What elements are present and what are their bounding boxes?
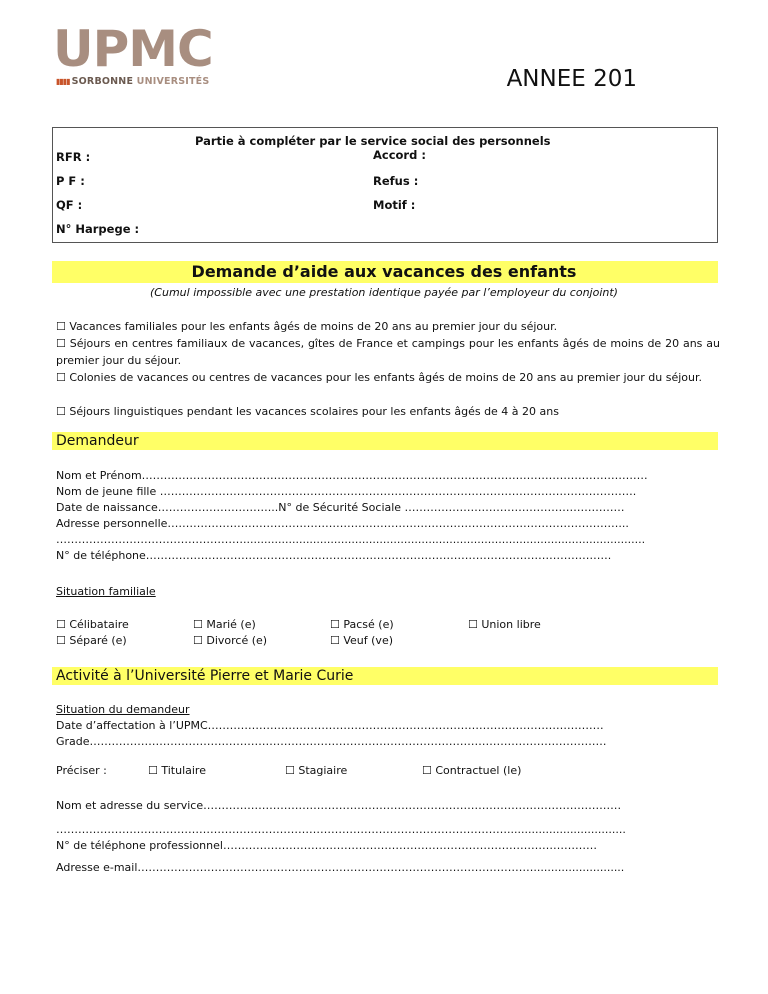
checkbox-union-libre[interactable]: ☐ Union libre — [468, 618, 541, 631]
checkbox-veuf[interactable]: ☐ Veuf (ve) — [330, 634, 393, 647]
service-box-title: Partie à compléter par le service social des personnels — [195, 134, 551, 148]
service-line2-field[interactable]: …………………………………………………………………………………………………………….................................. — [56, 823, 626, 836]
naissance-secu-field[interactable]: Date de naissance…………………………...N° de Sécurité Sociale …………………………………………………… — [56, 501, 625, 514]
checkbox-marie[interactable]: ☐ Marié (e) — [193, 618, 256, 631]
adresse-field[interactable]: Adresse personnelle……………………………………………………………………………………………………………... — [56, 517, 629, 530]
logo-subtitle — [56, 76, 209, 87]
tel-pro-field[interactable]: N° de téléphone professionnel………………………………………………………………………………………… — [56, 839, 597, 852]
harpege-field[interactable]: N° Harpege : — [56, 222, 140, 236]
checkbox-separe[interactable]: ☐ Séparé (e) — [56, 634, 127, 647]
option-sejours-centres[interactable]: ☐ Séjours en centres familiaux de vacances, gîtes de France et campings pour les enfants âgés de moins de 20 ans au premier jour du séjour. — [56, 337, 720, 367]
checkbox-pacse[interactable]: ☐ Pacsé (e) — [330, 618, 394, 631]
logo-sub-sorbonne: SORBONNE — [71, 76, 134, 87]
email-field[interactable]: Adresse e-mail……………………………………………………………………………………………….......................... — [56, 861, 625, 874]
checkbox-stagiaire[interactable]: ☐ Stagiaire — [285, 764, 348, 777]
motif-field[interactable]: Motif : — [373, 198, 416, 212]
accord-field[interactable]: Accord : — [373, 148, 426, 162]
logo-sub-universites: UNIVERSITÉS — [136, 76, 210, 87]
situation-familiale-label: Situation familiale — [56, 585, 156, 598]
page-title: Demande d’aide aux vacances des enfants — [191, 262, 577, 281]
checkbox-titulaire[interactable]: ☐ Titulaire — [148, 764, 206, 777]
option-vacances-familiales[interactable]: ☐ Vacances familiales pour les enfants âgés de moins de 20 ans au premier jour du séjour. — [56, 320, 558, 333]
option-colonies[interactable]: ☐ Colonies de vacances ou centres de vacances pour les enfants âgés de moins de 20 ans au premier jour du séjour. — [56, 371, 703, 384]
rfr-field[interactable]: RFR : — [56, 150, 91, 164]
checkbox-divorce[interactable]: ☐ Divorcé (e) — [193, 634, 268, 647]
adresse-line2-field[interactable]: ……………………………………………................................................................................................................... — [56, 533, 646, 546]
checkbox-contractuel[interactable]: ☐ Contractuel (le) — [422, 764, 522, 777]
grade-field[interactable]: Grade…………………………………………………………………………………………………………………………… — [56, 735, 607, 748]
preciser-label: Préciser : — [56, 764, 107, 777]
logo-mark-icon: ▮▮▮▮ — [56, 77, 70, 86]
telephone-field[interactable]: N° de téléphone………………………………………………………………………………………………………………. — [56, 549, 612, 562]
checkbox-celibataire[interactable]: ☐ Célibataire — [56, 618, 129, 631]
section-demandeur: Demandeur — [52, 432, 718, 450]
situation-demandeur-label: Situation du demandeur — [56, 703, 190, 716]
option-sejours-linguistiques[interactable]: ☐ Séjours linguistiques pendant les vacances scolaires pour les enfants âgés de 4 à 20 ans — [56, 405, 559, 418]
upmc-logo: UPMC — [53, 20, 213, 78]
qf-field[interactable]: QF : — [56, 198, 83, 212]
service-field[interactable]: Nom et adresse du service…………………………………………………………………………………………………… — [56, 799, 622, 812]
nom-jeune-fille-field[interactable]: Nom de jeune fille …………………………………………………………………………………………………………………. — [56, 485, 637, 498]
section-activite: Activité à l’Université Pierre et Marie Curie — [52, 667, 718, 685]
refus-field[interactable]: Refus : — [373, 174, 419, 188]
pf-field[interactable]: P F : — [56, 174, 85, 188]
page-subtitle: (Cumul impossible avec une prestation identique payée par l’employeur du conjoint) — [150, 286, 618, 299]
date-affectation-field[interactable]: Date d’affectation à l’UPMC……………………………………………………………………………………………… — [56, 719, 604, 732]
nom-prenom-field[interactable]: Nom et Prénom………………………………………………………………………………………………………………………… — [56, 469, 648, 482]
annee-label: ANNEE 201 — [506, 66, 637, 92]
